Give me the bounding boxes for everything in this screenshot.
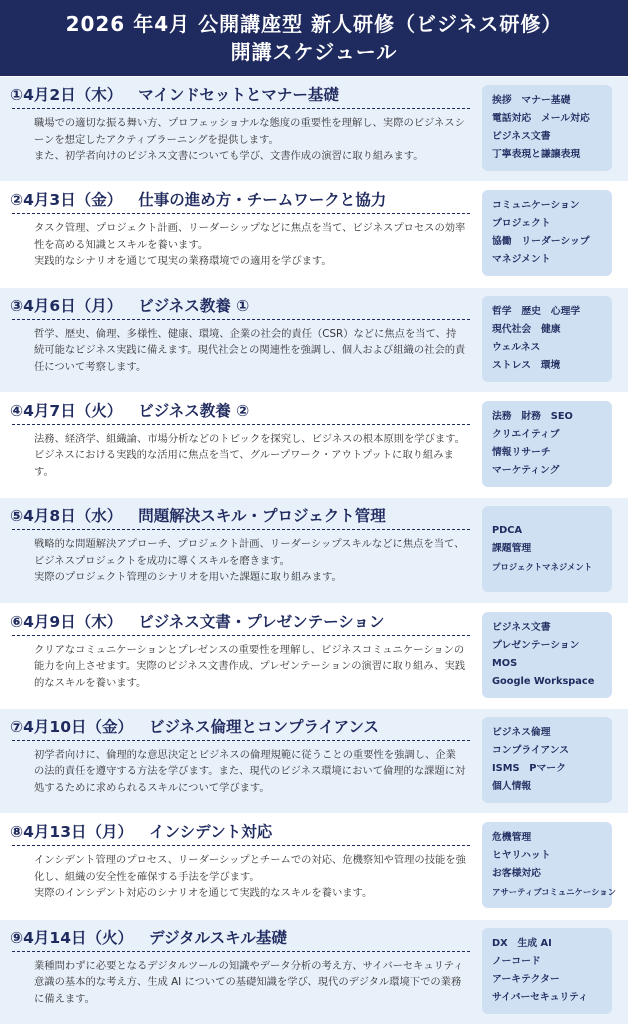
session-2 (0, 181, 628, 286)
keyword-box (482, 612, 612, 698)
session-date: ⑥4月9日（木） (10, 612, 123, 631)
keyword-tag: コミュニケーション (492, 200, 580, 212)
description-paragraph: 実際のプロジェクト管理のシナリオを用いた課題に取り組みます。 (34, 571, 342, 584)
keyword-box (482, 506, 612, 592)
description-paragraph: 実際のインシデント対応のシナリオを通じて実践的なスキルを養います。 (34, 887, 373, 900)
keyword-box (482, 85, 612, 171)
description-paragraph: 職場での適切な振る舞い方、プロフェッショナルな態度の重要性を理解し、実際のビジネスシーンを想定したアクティブラーニングを提供します。 (34, 117, 465, 146)
session-title: 仕事の進め方・チームワークと協力 (138, 191, 387, 210)
session-description (34, 536, 466, 586)
keyword-tag: 個人情報 (492, 780, 532, 792)
session-list (0, 76, 628, 1024)
session-title: マインドセットとマナー基礎 (138, 86, 339, 104)
session-date: ③4月6日（月） (10, 296, 123, 315)
keyword-tag: 協働 リーダーシップ (492, 236, 590, 248)
keyword-tag: Google Workspace (492, 675, 595, 687)
session-heading (10, 188, 470, 210)
session-date: ⑨4月14日（火） (10, 928, 133, 947)
session-8 (0, 813, 628, 918)
description-paragraph: クリアなコミュニケーションとプレゼンスの重要性を理解し、ビジネスコミュニケーションの能力を向上させます。実際のビジネス文書作成、プレゼンテーションの演習に取り組み、実践的なスキルを養います。 (34, 643, 466, 689)
session-title: ビジネス教養 ② (138, 401, 250, 420)
keyword-tag: ISMS Pマーク (492, 762, 566, 774)
session-6 (0, 603, 628, 708)
keyword-box (482, 190, 612, 276)
keyword-box (482, 928, 612, 1014)
session-3 (0, 287, 628, 392)
keyword-tag: DX 生成 AI (492, 937, 552, 949)
session-date: ⑤4月8日（水） (10, 507, 123, 526)
session-title: 問題解決スキル・プロジェクト管理 (138, 507, 386, 526)
description-paragraph: インシデント管理のプロセス、リーダーシップとチームでの対応、危機察知や管理の技能を強化し、組織の安全性を確保する手法を学びます。 (34, 854, 466, 883)
keyword-tag: 現代社会 健康 (492, 323, 561, 335)
session-heading (10, 294, 470, 316)
session-date: ⑧4月13日（月） (10, 823, 133, 842)
keyword-box (482, 717, 612, 803)
session-heading (10, 83, 470, 105)
keyword-tag: コンプライアンス (492, 744, 570, 756)
description-paragraph: 業種問わずに必要となるデジタルツールの知識やデータ分析の考え方、サイバーセキュリティ意識の基本的な考え方、生成 AI についての基礎知識を学び、現代のデジタル環境下での業務に備えます。 (34, 959, 464, 1005)
session-date: ②4月3日（金） (10, 191, 123, 210)
dashed-divider (12, 635, 470, 636)
keyword-tag: ノーコード (492, 955, 541, 967)
session-heading (10, 926, 470, 948)
page-header (0, 0, 628, 76)
keyword-tag: サイバーセキュリティ (492, 991, 588, 1003)
keyword-tag: ヒヤリハット (492, 850, 551, 862)
keyword-box (482, 401, 612, 487)
session-5 (0, 497, 628, 602)
dashed-divider (12, 529, 470, 530)
keyword-tag: ビジネス文書 (492, 621, 551, 633)
session-title: ビジネス文書・プレゼンテーション (138, 612, 385, 631)
description-paragraph: 初学者向けに、倫理的な意思決定とビジネスの倫理規範に従うことの重要性を強調し、企業の法的責任を遵守する方法を学びます。また、現代のビジネス環境において倫理的な課題に対処するために求められるスキルについて学びます。 (34, 748, 466, 794)
session-description (34, 115, 466, 165)
description-paragraph: 実践的なシナリオを通じて現実の業務環境での適用を学びます。 (34, 255, 332, 268)
keyword-tag: 挨拶 マナー基礎 (492, 95, 571, 106)
keyword-tag: 情報リサーチ (492, 446, 551, 458)
session-description (34, 747, 466, 797)
description-paragraph: また、初学者向けのビジネス文書についても学び、文書作成の演習に取り組みます。 (34, 150, 424, 162)
keyword-box (482, 296, 612, 382)
dashed-divider (12, 213, 470, 214)
keyword-tag: アサーティブコミュニケーション (492, 887, 617, 898)
keyword-tag: プロジェクトマネジメント (492, 562, 593, 573)
description-paragraph: 戦略的な問題解決アプローチ、プロジェクト計画、リーダーシップスキルなどに焦点を当て、ビジネスプロジェクトを成功に導くスキルを磨きます。 (34, 538, 465, 567)
keyword-tag: PDCA (492, 525, 523, 537)
session-description (34, 431, 466, 481)
dashed-divider (12, 845, 470, 846)
keyword-tag: ウェルネス (492, 341, 541, 353)
keyword-tag: 電話対応 メール対応 (492, 113, 590, 124)
keyword-tag: マーケティング (492, 464, 560, 476)
keyword-tag: 危機管理 (492, 832, 532, 844)
keyword-tag: ビジネス文書 (492, 131, 551, 142)
session-description (34, 326, 466, 376)
session-heading (10, 820, 470, 842)
description-paragraph: 哲学、歴史、倫理、多様性、健康、環境、企業の社会的責任（CSR）などに焦点を当て、持続可能なビジネス実践に備えます。現代社会との関連性を強調し、個人および組織の社会的責任について考察します。 (34, 327, 466, 373)
description-paragraph: タスク管理、プロジェクト計画、リーダーシップなどに焦点を当て、ビジネスプロセスの効率性を高める知識とスキルを養います。 (34, 222, 466, 251)
session-date: ①4月2日（木） (10, 86, 123, 104)
description-paragraph: 法務、経済学、組織論、市場分析などのトピックを探究し、ビジネスの根本原則を学びます。ビジネスにおける実践的な活用に焦点を当て、グループワーク・アウトプットに取り組みます。 (34, 432, 465, 478)
keyword-tag: 課題管理 (492, 543, 532, 555)
keyword-tag: クリエイティブ (492, 428, 560, 440)
session-title: デジタルスキル基礎 (148, 928, 287, 947)
session-date: ⑦4月10日（金） (10, 717, 133, 736)
dashed-divider (12, 108, 470, 109)
keyword-tag: MOS (492, 657, 518, 669)
session-heading (10, 610, 470, 632)
dashed-divider (12, 951, 470, 952)
keyword-tag: お客様対応 (492, 868, 541, 880)
keyword-tag: マネジメント (492, 254, 551, 266)
session-1 (0, 76, 628, 181)
session-heading (10, 715, 470, 737)
session-heading (10, 399, 470, 421)
page-subtitle: 開講スケジュール (230, 40, 398, 64)
session-description (34, 958, 466, 1008)
session-heading (10, 504, 470, 526)
session-description (34, 852, 466, 902)
page-title: 2026 年4月 公開講座型 新人研修（ビジネス研修） (65, 12, 563, 36)
keyword-box (482, 822, 617, 908)
dashed-divider (12, 319, 470, 320)
session-title: ビジネス倫理とコンプライアンス (148, 717, 380, 736)
session-9 (0, 919, 628, 1024)
session-description (34, 642, 466, 692)
session-7 (0, 708, 628, 813)
keyword-tag: 丁寧表現と謙譲表現 (492, 149, 581, 160)
keyword-tag: 哲学 歴史 心理学 (492, 305, 581, 317)
keyword-tag: 法務 財務 SEO (492, 410, 573, 422)
keyword-tag: アーキテクター (492, 973, 560, 985)
session-title: インシデント対応 (148, 823, 273, 842)
session-title: ビジネス教養 ① (138, 296, 250, 315)
keyword-tag: プレゼンテーション (492, 639, 580, 651)
session-4 (0, 392, 628, 497)
keyword-tag: ストレス 環境 (492, 359, 561, 371)
keyword-tag: プロジェクト (492, 218, 551, 230)
dashed-divider (12, 424, 470, 425)
session-description (34, 220, 466, 270)
dashed-divider (12, 740, 470, 741)
session-date: ④4月7日（火） (10, 401, 123, 420)
keyword-tag: ビジネス倫理 (492, 726, 551, 738)
